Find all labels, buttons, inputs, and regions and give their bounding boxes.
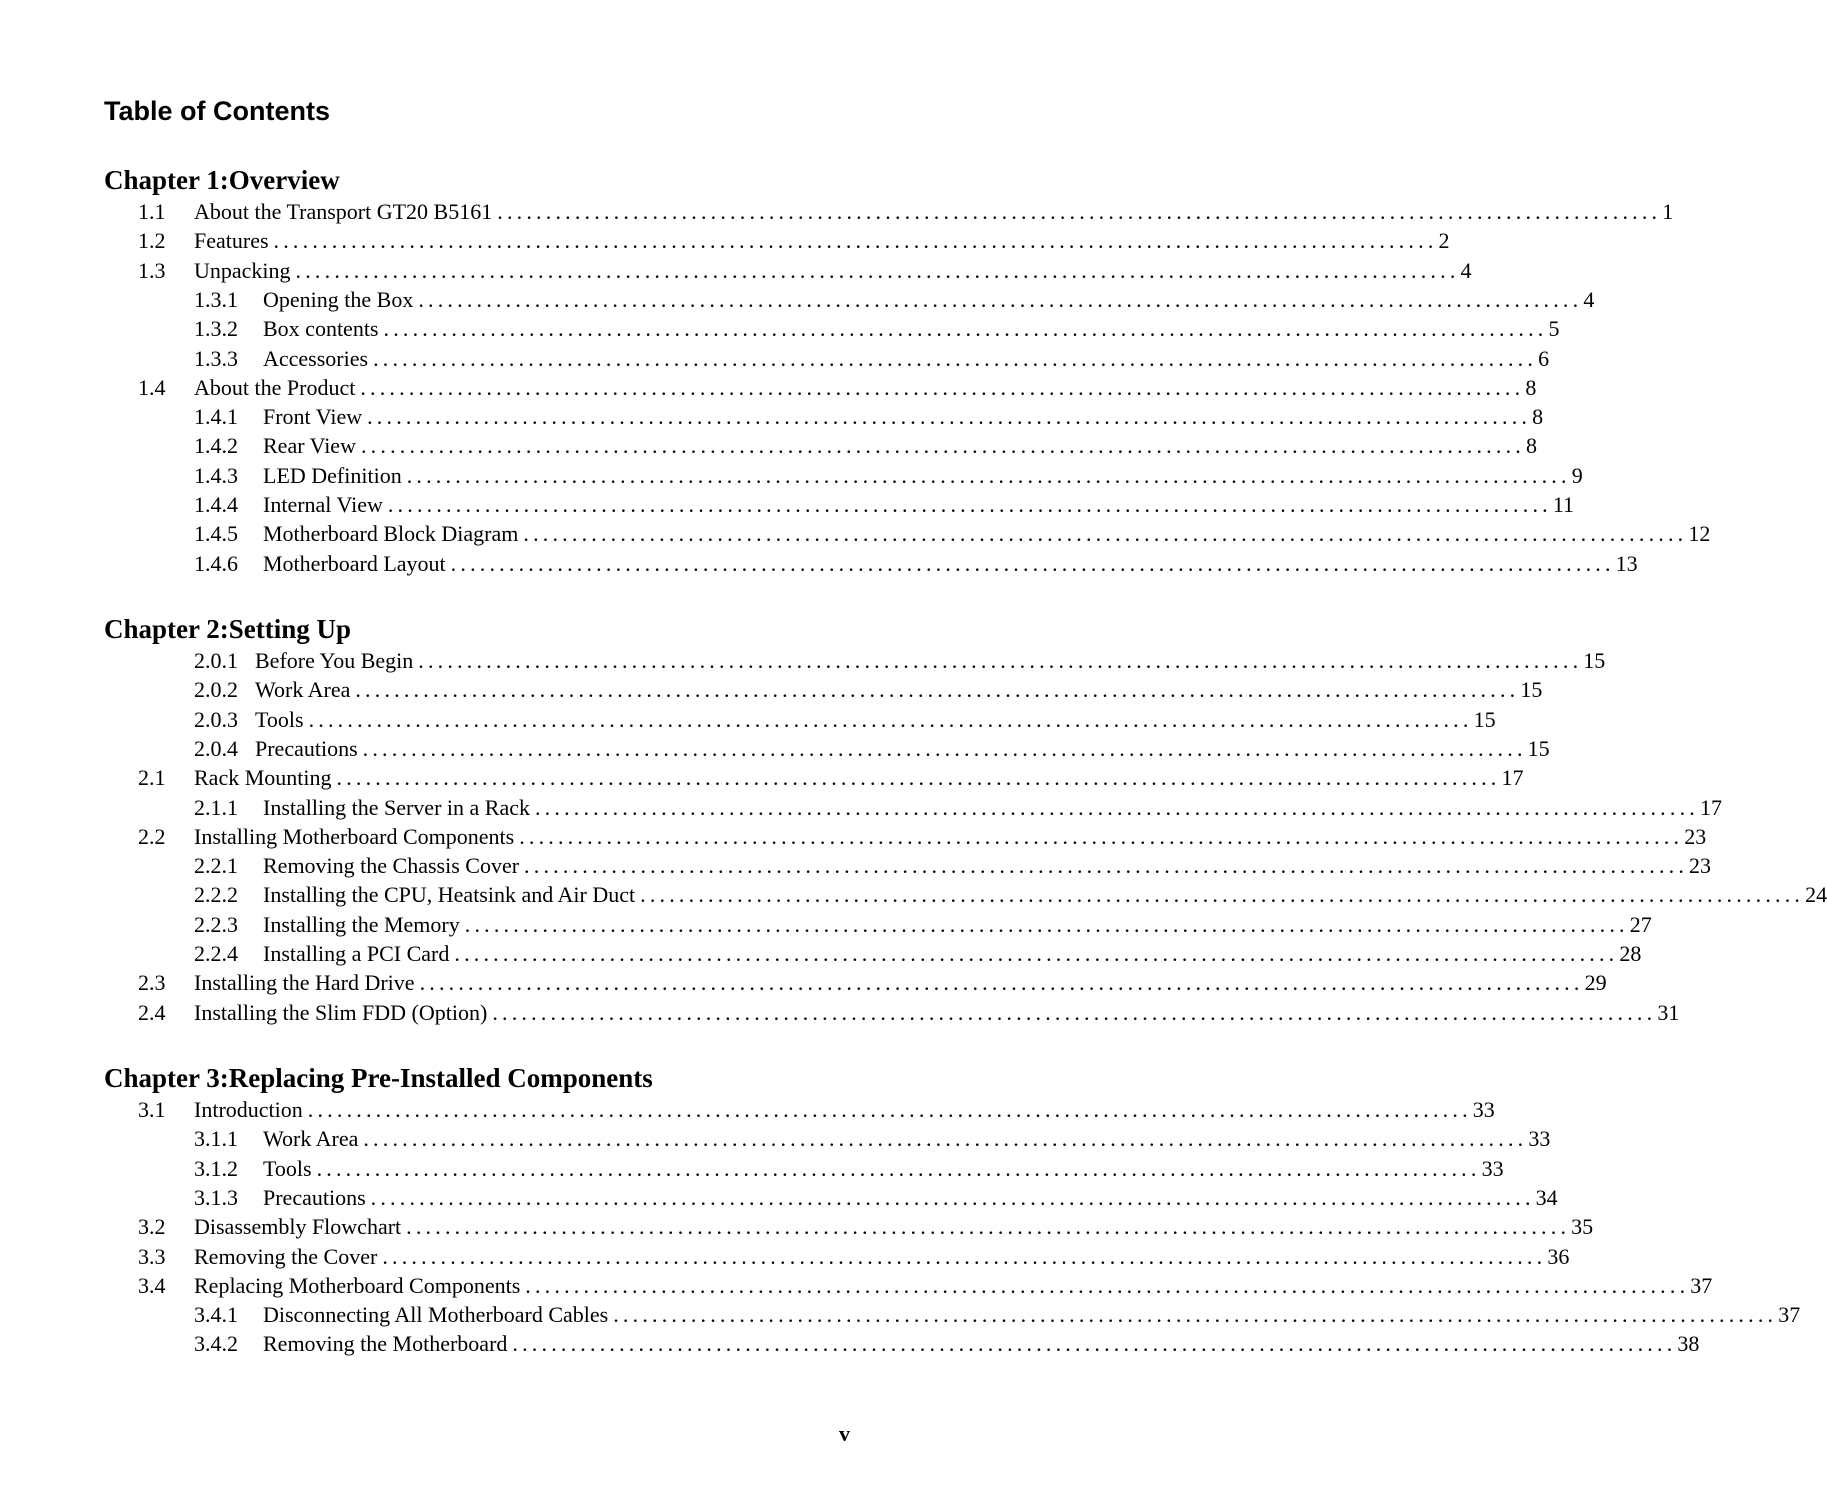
toc-entry-number: 2.0.2 xyxy=(194,677,238,703)
toc-entry-title: Disassembly Flowchart xyxy=(194,1214,402,1240)
toc-entry-title: Installing Motherboard Components xyxy=(194,823,515,849)
toc-entry-title: Precautions xyxy=(263,1184,366,1210)
toc-entry-page: 36 xyxy=(1547,1243,1570,1269)
toc-entry[interactable] xyxy=(0,490,1575,519)
toc-entry-number: 2.2.4 xyxy=(194,941,238,966)
toc-entry[interactable] xyxy=(0,402,1544,431)
toc-dot-leader: ........................................................................................................................ xyxy=(355,677,1520,703)
toc-entry-page: 15 xyxy=(1583,648,1606,673)
toc-entry-title: Replacing Motherboard Components xyxy=(194,1272,521,1298)
toc-entry-number: 2.0.1 xyxy=(194,648,238,673)
toc-entry-number: 2.4 xyxy=(138,999,166,1025)
toc-entry-title: Opening the Box xyxy=(263,286,414,312)
toc-entry[interactable] xyxy=(0,851,1712,880)
toc-entry-title: Precautions xyxy=(255,735,358,761)
toc-entry[interactable] xyxy=(0,344,1550,373)
toc-entry-number: 2.3 xyxy=(138,970,166,996)
toc-entry-page: 11 xyxy=(1552,492,1575,517)
toc-entry-number: 3.4.2 xyxy=(194,1331,238,1357)
toc-entry-page: 8 xyxy=(1532,404,1544,430)
toc-entry-page: 33 xyxy=(1481,1155,1504,1181)
toc-entry-page: 15 xyxy=(1527,735,1550,761)
toc-entry[interactable] xyxy=(0,763,1524,792)
toc-dot-leader: ........................................................................................................................ xyxy=(450,550,1615,576)
toc-entry-page: 2 xyxy=(1438,228,1450,254)
chapter-heading: Chapter 1:Overview xyxy=(104,165,340,195)
toc-entry-title: Disconnecting All Motherboard Cables xyxy=(263,1302,609,1328)
toc-entry-title: Installing a PCI Card xyxy=(263,941,450,966)
toc-entry-number: 3.2 xyxy=(138,1214,166,1240)
toc-entry-title: About the Product xyxy=(194,374,356,400)
toc-entry-title: Motherboard Block Diagram xyxy=(263,521,519,547)
toc-dot-leader: ........................................................................................................................ xyxy=(367,404,1532,430)
toc-entry-title: Installing the Memory xyxy=(263,911,460,937)
toc-entry-page: 4 xyxy=(1583,286,1595,312)
toc-entry[interactable] xyxy=(0,519,1711,548)
toc-entry[interactable] xyxy=(0,822,1707,851)
toc-entry-number: 3.1 xyxy=(138,1097,166,1122)
toc-entry-title: Box contents xyxy=(263,316,379,342)
toc-dot-leader: ........................................................................................................................ xyxy=(534,794,1699,820)
toc-entry-number: 3.1.2 xyxy=(194,1155,238,1181)
toc-entry-page: 9 xyxy=(1571,462,1583,488)
toc-entry-page: 34 xyxy=(1535,1184,1558,1210)
toc-dot-leader: ........................................................................................................................ xyxy=(524,853,1689,879)
toc-entry[interactable] xyxy=(0,939,1642,968)
toc-entry[interactable] xyxy=(0,226,1450,255)
toc-dot-leader: ........................................................................................................................ xyxy=(418,286,1583,312)
chapter-heading: Chapter 2:Setting Up xyxy=(104,614,352,644)
toc-dot-leader: ........................................................................................................................ xyxy=(383,316,1548,342)
toc-entry-title: About the Transport GT20 B5161 xyxy=(194,199,493,224)
toc-entry-page: 6 xyxy=(1538,345,1550,371)
toc-entry-number: 1.4 xyxy=(138,374,166,400)
toc-entry-number: 3.4 xyxy=(138,1272,166,1298)
toc-entry-title: Installing the CPU, Heatsink and Air Duct xyxy=(263,882,636,908)
toc-entry-number: 1.4.5 xyxy=(194,521,238,547)
toc-entry[interactable] xyxy=(0,549,1638,578)
toc-entry-page: 37 xyxy=(1778,1302,1801,1328)
toc-dot-leader: ........................................................................................................................ xyxy=(363,1126,1528,1152)
toc-entry[interactable] xyxy=(0,705,1496,734)
toc-entry-title: Work Area xyxy=(255,677,351,703)
toc-entry-page: 8 xyxy=(1525,374,1537,400)
toc-entry[interactable] xyxy=(0,1271,1713,1300)
toc-entry[interactable] xyxy=(0,1329,1700,1358)
toc-entry-number: 2.2.1 xyxy=(194,853,238,879)
toc-dot-leader: ........................................................................................................................ xyxy=(525,1272,1690,1298)
toc-entry-number: 2.0.4 xyxy=(194,735,238,761)
toc-dot-leader: ........................................................................................................................ xyxy=(418,648,1583,673)
toc-entry[interactable] xyxy=(0,1242,1570,1271)
toc-entry-title: Accessories xyxy=(263,345,369,371)
toc-entry-title: Installing the Hard Drive xyxy=(194,970,415,996)
toc-entry-title: Rack Mounting xyxy=(194,765,332,791)
toc-entry-page: 23 xyxy=(1689,853,1712,879)
toc-entry[interactable] xyxy=(0,793,1722,822)
toc-dot-leader: ........................................................................................................................ xyxy=(308,706,1473,732)
toc-dot-leader: ........................................................................................................................ xyxy=(640,882,1805,908)
page-title: Table of Contents xyxy=(104,96,330,126)
toc-entry-number: 1.4.2 xyxy=(194,433,238,459)
toc-entry-page: 35 xyxy=(1571,1214,1594,1240)
toc-entry[interactable] xyxy=(0,880,1827,909)
toc-entry[interactable] xyxy=(0,1212,1594,1241)
toc-entry-page: 1 xyxy=(1662,199,1674,224)
toc-entry-number: 1.3.3 xyxy=(194,345,238,371)
toc-entry-title: Unpacking xyxy=(194,257,291,283)
toc-dot-leader: ........................................................................................................................ xyxy=(512,1331,1677,1357)
toc-entry-number: 1.4.4 xyxy=(194,492,238,517)
toc-entry-page: 8 xyxy=(1525,433,1537,459)
toc-dot-leader: ........................................................................................................................ xyxy=(360,433,1525,459)
toc-entry-title: Front View xyxy=(263,404,363,430)
toc-entry[interactable] xyxy=(0,285,1595,314)
toc-entry-number: 2.1 xyxy=(138,765,166,791)
toc-dot-leader: ........................................................................................................................ xyxy=(370,1184,1535,1210)
toc-entry-page: 28 xyxy=(1619,941,1642,966)
toc-entry[interactable] xyxy=(0,1300,1801,1329)
toc-entry[interactable] xyxy=(0,910,1652,939)
page-number: v xyxy=(839,1421,850,1446)
toc-entry-number: 2.2 xyxy=(138,823,166,849)
toc-dot-leader: ........................................................................................................................ xyxy=(382,1243,1547,1269)
toc-entry-number: 1.4.1 xyxy=(194,404,238,430)
toc-entry-page: 27 xyxy=(1629,911,1652,937)
toc-entry-number: 1.1 xyxy=(138,199,166,224)
toc-dot-leader: ........................................................................................................................ xyxy=(497,199,1662,224)
toc-entry-page: 15 xyxy=(1520,677,1543,703)
toc-entry-page: 17 xyxy=(1501,765,1524,791)
toc-entry-number: 1.2 xyxy=(138,228,166,254)
toc-entry-number: 2.1.1 xyxy=(194,794,238,820)
toc-entry[interactable] xyxy=(0,646,1606,675)
toc-entry[interactable] xyxy=(0,197,1674,226)
toc-entry-number: 1.4.6 xyxy=(194,550,238,576)
toc-dot-leader: ........................................................................................................................ xyxy=(362,735,1527,761)
toc-entry-page: 23 xyxy=(1684,823,1707,849)
toc-dot-leader: ........................................................................................................................ xyxy=(295,257,1460,283)
toc-entry-number: 1.3 xyxy=(138,257,166,283)
toc-entry-number: 3.4.1 xyxy=(194,1302,238,1328)
toc-entry-page: 12 xyxy=(1688,521,1711,547)
toc-entry[interactable] xyxy=(0,998,1680,1027)
toc-entry-title: Tools xyxy=(255,706,304,732)
toc-entry-page: 24 xyxy=(1805,882,1827,908)
toc-dot-leader: ........................................................................................................................ xyxy=(373,345,1538,371)
toc-entry-number: 3.3 xyxy=(138,1243,166,1269)
toc-entry-page: 17 xyxy=(1699,794,1722,820)
toc-entry[interactable] xyxy=(0,1183,1558,1212)
toc-entry[interactable] xyxy=(0,1154,1504,1183)
toc-entry[interactable] xyxy=(0,1124,1551,1153)
toc-entry-title: Removing the Cover xyxy=(194,1243,378,1269)
toc-dot-leader: ........................................................................................................................ xyxy=(387,492,1552,517)
toc-entry-title: Motherboard Layout xyxy=(263,550,446,576)
toc-entry-title: Installing the Slim FDD (Option) xyxy=(194,999,488,1025)
toc-dot-leader: ........................................................................................................................ xyxy=(406,462,1571,488)
toc-entry-title: Features xyxy=(194,228,269,254)
toc-dot-leader: ........................................................................................................................ xyxy=(273,228,1438,254)
toc-entry[interactable] xyxy=(0,373,1537,402)
toc-entry-number: 1.3.2 xyxy=(194,316,238,342)
toc-entry-title: Before You Begin xyxy=(255,648,414,673)
toc-entry-number: 2.2.2 xyxy=(194,882,238,908)
toc-entry-page: 5 xyxy=(1548,316,1560,342)
toc-entry-page: 38 xyxy=(1677,1331,1700,1357)
toc-entry-number: 2.0.3 xyxy=(194,706,238,732)
toc-entry-title: Removing the Chassis Cover xyxy=(263,853,520,879)
toc-entry-number: 2.2.3 xyxy=(194,911,238,937)
toc-entry[interactable] xyxy=(0,461,1583,490)
toc-entry-page: 15 xyxy=(1473,706,1496,732)
toc-entry[interactable] xyxy=(0,1095,1495,1124)
toc-dot-leader: ........................................................................................................................ xyxy=(492,999,1657,1025)
toc-entry[interactable] xyxy=(0,675,1543,704)
toc-entry-page: 33 xyxy=(1472,1097,1495,1122)
toc-entry-page: 29 xyxy=(1584,970,1607,996)
toc-dot-leader: ........................................................................................................................ xyxy=(419,970,1584,996)
toc-entry[interactable] xyxy=(0,734,1550,763)
toc-entry-page: 4 xyxy=(1460,257,1472,283)
toc-entry-page: 37 xyxy=(1690,1272,1713,1298)
toc-entry-page: 13 xyxy=(1615,550,1638,576)
toc-entry-title: Introduction xyxy=(194,1097,303,1122)
toc-dot-leader: ........................................................................................................................ xyxy=(523,521,1688,547)
toc-entry-title: Work Area xyxy=(263,1126,359,1152)
toc-dot-leader: ........................................................................................................................ xyxy=(360,374,1525,400)
toc-entry-title: Installing the Server in a Rack xyxy=(263,794,530,820)
toc-dot-leader: ........................................................................................................................ xyxy=(406,1214,1571,1240)
toc-dot-leader: ........................................................................................................................ xyxy=(307,1097,1472,1122)
toc-dot-leader: ........................................................................................................................ xyxy=(464,911,1629,937)
toc-entry[interactable] xyxy=(0,256,1472,285)
toc-entry[interactable] xyxy=(0,314,1560,343)
toc-dot-leader: ........................................................................................................................ xyxy=(336,765,1501,791)
chapter-heading: Chapter 3:Replacing Pre-Installed Components xyxy=(104,1063,653,1093)
toc-entry-number: 3.1.1 xyxy=(194,1126,238,1152)
toc-dot-leader: ........................................................................................................................ xyxy=(454,941,1619,966)
toc-entry-title: Rear View xyxy=(263,433,356,459)
toc-entry[interactable] xyxy=(0,968,1607,997)
toc-dot-leader: ........................................................................................................................ xyxy=(316,1155,1481,1181)
toc-entry-title: LED Definition xyxy=(263,462,402,488)
toc-entry[interactable] xyxy=(0,431,1537,460)
toc-entry-page: 31 xyxy=(1657,999,1680,1025)
toc-entry-title: Tools xyxy=(263,1155,312,1181)
toc-entry-number: 3.1.3 xyxy=(194,1184,238,1210)
toc-entry-title: Internal View xyxy=(263,492,383,517)
toc-entry-title: Removing the Motherboard xyxy=(263,1331,508,1357)
toc-dot-leader: ........................................................................................................................ xyxy=(519,823,1684,849)
toc-dot-leader: ........................................................................................................................ xyxy=(613,1302,1778,1328)
toc-entry-number: 1.3.1 xyxy=(194,286,238,312)
toc-entry-number: 1.4.3 xyxy=(194,462,238,488)
toc-entry-page: 33 xyxy=(1528,1126,1551,1152)
